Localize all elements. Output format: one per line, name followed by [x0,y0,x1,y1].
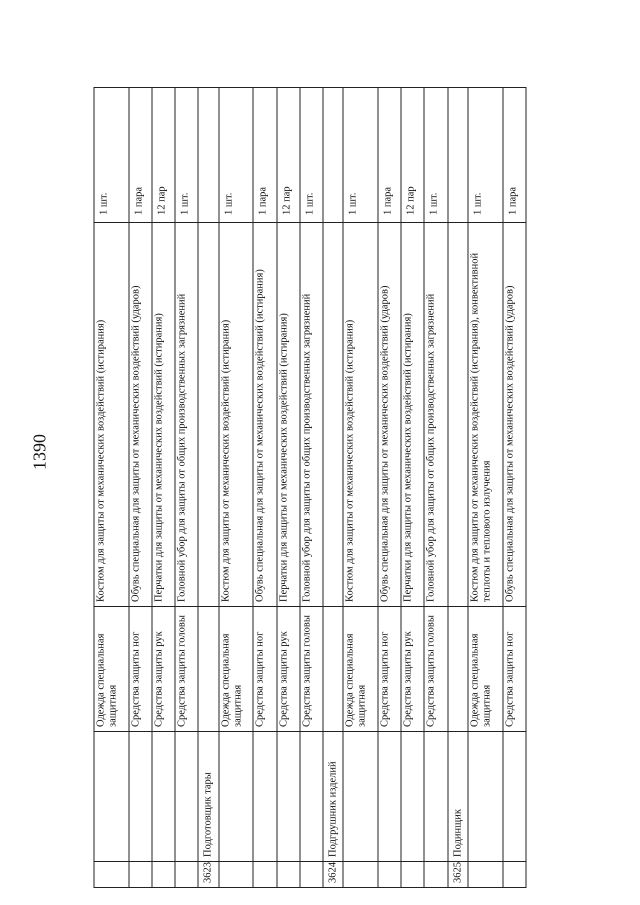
code-cell: 3625 [448,862,469,888]
profession-cell [152,732,175,862]
profession-cell [343,732,378,862]
table-row [219,88,254,888]
profession-cell [175,732,198,862]
profession-header-row [198,88,219,888]
ppe-type-cell: Средства защиты головы [175,607,198,732]
quantity-text: 1 шт. [98,192,110,215]
quantity-text: 1 шт. [179,192,191,215]
code-cell [401,862,424,888]
quantity-cell [378,88,401,223]
code-cell [503,862,526,888]
ppe-description-cell: Перчатки для защиты от механических воздействий (истирания) [152,223,175,607]
quantity-cell [343,88,378,223]
page-number: 1390 [29,434,50,470]
code-cell [378,862,401,888]
code-cell [253,862,276,888]
quantity-text [457,92,460,218]
quantity-cell [277,88,300,223]
profession-cell [300,732,323,862]
quantity-text: 1 пара [382,186,394,215]
profession-cell [219,732,254,862]
ppe-type-cell: Средства защиты головы [424,607,447,732]
ppe-type-cell [198,607,219,732]
quantity-text: 12 пар [405,186,417,215]
table-row [468,88,503,888]
profession-header-row [323,88,344,888]
ppe-type-cell: Средства защиты рук [401,607,424,732]
quantity-cell [468,88,503,223]
code-cell: 3624 [323,862,344,888]
profession-cell: Подгрушник изделий [323,732,344,862]
ppe-description-cell: Головной убор для защиты от общих производственных загрязнений [424,223,447,607]
table-row [503,88,526,888]
quantity-cell [503,88,526,223]
profession-cell [424,732,447,862]
profession-cell [503,732,526,862]
code-cell [129,862,152,888]
quantity-text: 1 пара [507,186,519,215]
ppe-description-cell: Головной убор для защиты от общих производственных загрязнений [300,223,323,607]
profession-cell [94,732,129,862]
table-body [94,88,526,888]
quantity-text: 1 шт. [223,192,235,215]
code-cell [175,862,198,888]
table-row [378,88,401,888]
quantity-text: 1 шт. [472,192,484,215]
ppe-description-cell [448,223,469,607]
quantity-cell [300,88,323,223]
code-cell [468,862,503,888]
table-row [253,88,276,888]
quantity-text: 1 шт. [347,192,359,215]
rotated-page-content [94,88,527,888]
ppe-description-cell [198,223,219,607]
quantity-text: 1 пара [257,186,269,215]
ppe-description-cell: Обувь специальная для защиты от механических воздействий (ударов) [129,223,152,607]
profession-cell [129,732,152,862]
ppe-type-cell: Средства защиты ног [503,607,526,732]
ppe-description-cell: Костюм для защиты от механических воздействий (истирания) [343,223,378,607]
ppe-type-cell: Одежда специальная защитная [219,607,254,732]
quantity-text [332,92,335,218]
quantity-cell [323,88,344,223]
ppe-description-cell [323,223,344,607]
table-row [343,88,378,888]
table-row [401,88,424,888]
quantity-text: 1 шт. [304,192,316,215]
ppe-type-cell: Средства защиты рук [152,607,175,732]
quantity-cell [129,88,152,223]
quantity-cell [448,88,469,223]
ppe-description-cell: Перчатки для защиты от механических воздействий (истирания) [277,223,300,607]
code-cell [94,862,129,888]
ppe-description-cell: Головной убор для защиты от общих производственных загрязнений [175,223,198,607]
profession-cell [277,732,300,862]
table-row [129,88,152,888]
ppe-description-cell: Обувь специальная для защиты от механических воздействий (ударов) [503,223,526,607]
quantity-cell [198,88,219,223]
quantity-text: 1 шт. [428,192,440,215]
ppe-description-cell: Костюм для защиты от механических воздействий (истирания), конвективной теплоты и теплового излучения [468,223,503,607]
ppe-type-cell: Одежда специальная защитная [468,607,503,732]
quantity-cell [152,88,175,223]
ppe-description-cell: Перчатки для защиты от механических воздействий (истирания) [401,223,424,607]
quantity-cell [175,88,198,223]
ppe-type-cell: Средства защиты ног [129,607,152,732]
code-cell [277,862,300,888]
ppe-description-cell: Обувь специальная для защиты от механических воздействий (ударов) [378,223,401,607]
code-cell [343,862,378,888]
ppe-type-cell: Средства защиты ног [378,607,401,732]
ppe-type-cell: Средства защиты ног [253,607,276,732]
quantity-cell [219,88,254,223]
quantity-text: 12 пар [281,186,293,215]
ppe-description-cell: Костюм для защиты от механических воздействий (истирания) [94,223,129,607]
table-row [424,88,447,888]
ppe-description-cell: Обувь специальная для защиты от механических воздействий (истирания) [253,223,276,607]
code-cell [219,862,254,888]
profession-cell [468,732,503,862]
ppe-type-cell: Одежда специальная защитная [94,607,129,732]
quantity-cell [401,88,424,223]
code-cell: 3623 [198,862,219,888]
quantity-text [207,92,210,218]
table-row [300,88,323,888]
ppe-type-cell [448,607,469,732]
profession-cell: Подготовщик тары [198,732,219,862]
quantity-cell [424,88,447,223]
ppe-type-cell: Средства защиты рук [277,607,300,732]
code-cell [424,862,447,888]
code-cell [152,862,175,888]
ppe-description-cell: Костюм для защиты от механических воздействий (истирания) [219,223,254,607]
table-row [175,88,198,888]
ppe-type-cell: Одежда специальная защитная [343,607,378,732]
quantity-text: 12 пар [156,186,168,215]
profession-cell [253,732,276,862]
table-row [277,88,300,888]
profession-cell [401,732,424,862]
ppe-type-cell: Средства защиты головы [300,607,323,732]
table-row [94,88,129,888]
ppe-type-cell [323,607,344,732]
quantity-text: 1 пара [133,186,145,215]
profession-header-row [448,88,469,888]
ppe-norms-table [94,87,527,888]
quantity-cell [94,88,129,223]
quantity-cell [253,88,276,223]
profession-cell [378,732,401,862]
table-row [152,88,175,888]
profession-cell: Подинщик [448,732,469,862]
code-cell [300,862,323,888]
